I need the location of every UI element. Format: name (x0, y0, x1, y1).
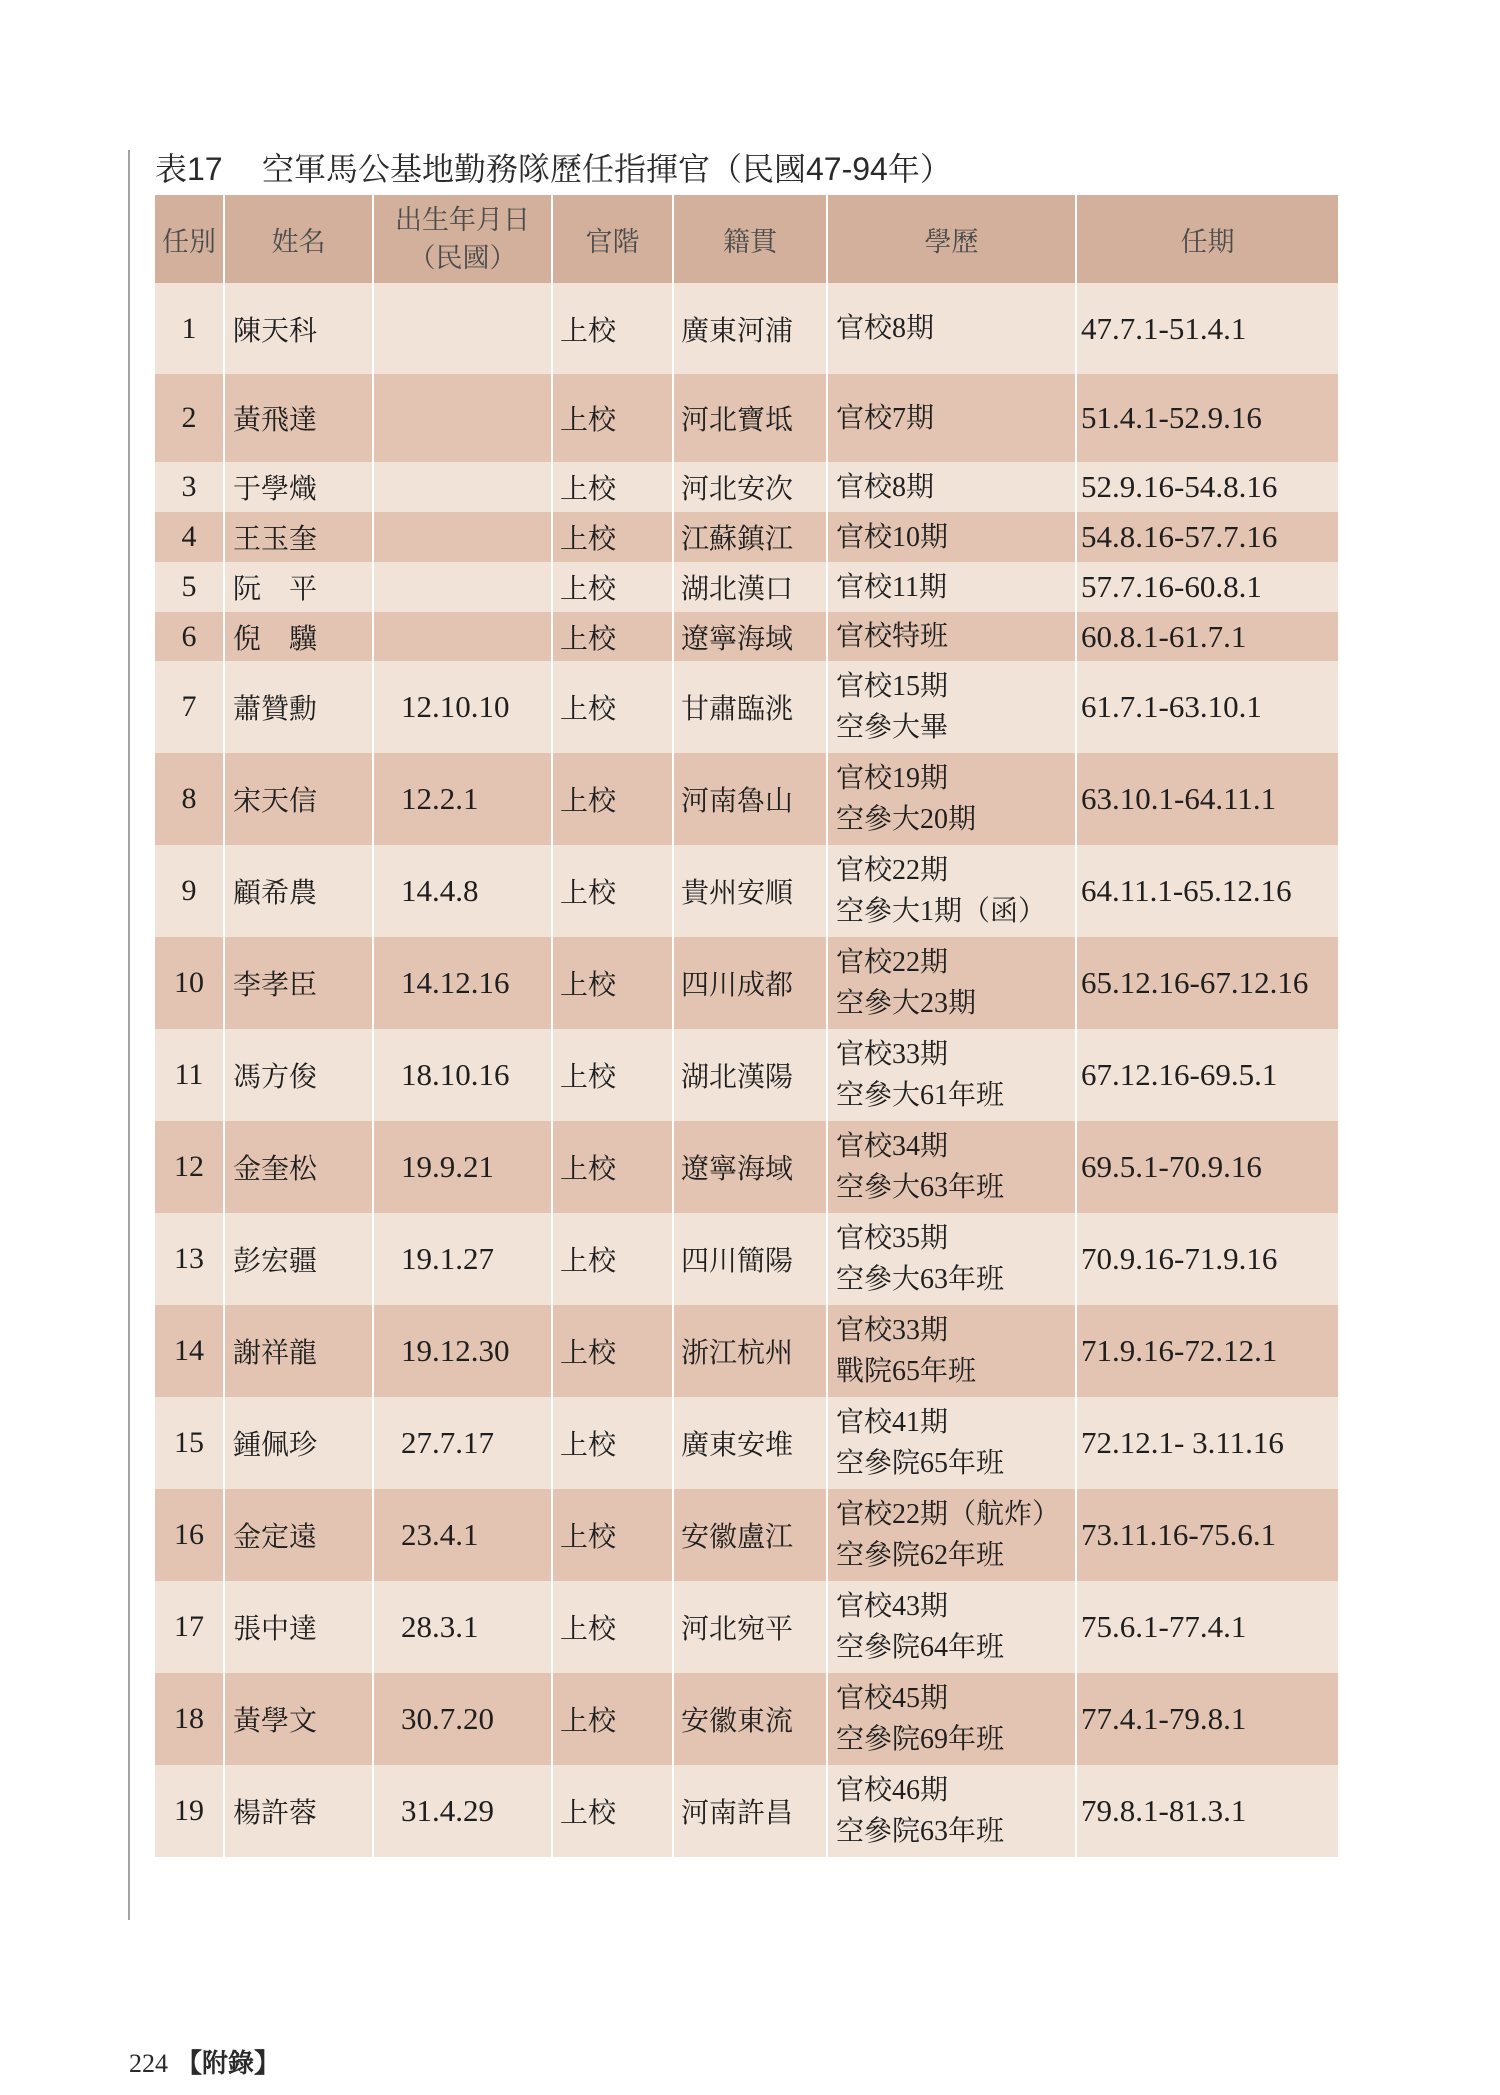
cell-education (826, 1029, 1075, 1121)
education-line: 官校8期 (836, 313, 935, 344)
cell-rank: 上校 (551, 1397, 672, 1489)
cell-rank: 上校 (551, 462, 672, 512)
cell-term: 54.8.16-57.7.16 (1075, 512, 1338, 562)
education-line: 官校11期 (836, 571, 947, 603)
cell-term: 79.8.1-81.3.1 (1075, 1765, 1338, 1857)
cell-native-place: 湖北漢陽 (672, 1029, 826, 1121)
table-row (155, 283, 1338, 374)
education-line: 官校41期 (836, 1407, 949, 1438)
cell-name: 張中達 (223, 1581, 372, 1673)
cell-birth-date (372, 374, 551, 462)
cell-index: 15 (174, 1426, 204, 1459)
cell-education (826, 1397, 1075, 1489)
education-line: 官校34期 (836, 1131, 949, 1162)
cell-native-place: 河南許昌 (672, 1765, 826, 1857)
cell-native-place: 甘肅臨洮 (672, 661, 826, 753)
education-line: 官校22期 (836, 855, 949, 886)
table-row (155, 753, 1338, 845)
cell-index: 16 (174, 1518, 204, 1551)
cell-native-place: 廣東河浦 (672, 283, 826, 374)
cell-name: 楊許蓉 (223, 1765, 372, 1857)
education-line: 空參院63年班 (836, 1816, 1005, 1847)
table-title-text: 空軍馬公基地勤務隊歷任指揮官（民國47-94年） (262, 151, 952, 187)
cell-term: 65.12.16-67.12.16 (1075, 937, 1338, 1029)
cell-education (826, 1581, 1075, 1673)
education-line: 官校特班 (836, 621, 949, 652)
cell-birth-date: 30.7.20 (372, 1673, 551, 1765)
section-label: 【附錄】 (176, 2049, 281, 2078)
cell-rank: 上校 (551, 1029, 672, 1121)
education-line: 空參大63年班 (836, 1172, 1005, 1203)
cell-rank: 上校 (551, 661, 672, 753)
cell-term: 69.5.1-70.9.16 (1075, 1121, 1338, 1213)
page-footer (129, 2046, 280, 2082)
cell-name: 黃飛達 (223, 374, 372, 462)
cell-native-place: 河北安次 (672, 462, 826, 512)
cell-name: 金奎松 (223, 1121, 372, 1213)
cell-term: 73.11.16-75.6.1 (1075, 1489, 1338, 1581)
table-row (155, 661, 1338, 753)
table-row (155, 1121, 1338, 1213)
table-row (155, 562, 1338, 612)
cell-education (826, 753, 1075, 845)
cell-name: 顧希農 (223, 845, 372, 937)
table-row (155, 845, 1338, 937)
header-name: 姓名 (223, 195, 372, 283)
cell-education (826, 462, 1075, 512)
cell-education (826, 562, 1075, 612)
cell-education (826, 1305, 1075, 1397)
cell-native-place: 廣東安堆 (672, 1397, 826, 1489)
header-birth (372, 195, 551, 283)
cell-rank: 上校 (551, 753, 672, 845)
cell-native-place: 河北寶坻 (672, 374, 826, 462)
cell-name: 謝祥龍 (223, 1305, 372, 1397)
cell-education (826, 937, 1075, 1029)
education-line: 官校22期（航炸） (836, 1499, 1061, 1530)
table-row (155, 1765, 1338, 1857)
cell-birth-date: 19.9.21 (372, 1121, 551, 1213)
table-row (155, 374, 1338, 462)
cell-rank: 上校 (551, 1673, 672, 1765)
cell-rank: 上校 (551, 1121, 672, 1213)
table-row (155, 1397, 1338, 1489)
table-row (155, 462, 1338, 512)
cell-birth-date (372, 512, 551, 562)
education-line: 官校22期 (836, 947, 949, 978)
table-row (155, 1305, 1338, 1397)
cell-term: 47.7.1-51.4.1 (1075, 283, 1338, 374)
cell-native-place: 安徽東流 (672, 1673, 826, 1765)
education-line: 空參大20期 (836, 804, 977, 835)
education-line: 官校7期 (836, 402, 935, 434)
cell-birth-date: 14.12.16 (372, 937, 551, 1029)
cell-birth-date: 19.1.27 (372, 1213, 551, 1305)
header-birth-line1: 出生年月日 (395, 205, 530, 235)
cell-index: 10 (174, 966, 204, 999)
cell-name: 李孝臣 (223, 937, 372, 1029)
cell-name: 黃學文 (223, 1673, 372, 1765)
education-line: 官校33期 (836, 1039, 949, 1070)
cell-rank: 上校 (551, 283, 672, 374)
cell-term: 57.7.16-60.8.1 (1075, 562, 1338, 612)
table-row (155, 1029, 1338, 1121)
cell-rank: 上校 (551, 512, 672, 562)
cell-term: 64.11.1-65.12.16 (1075, 845, 1338, 937)
cell-term: 72.12.1- 3.11.16 (1075, 1397, 1338, 1489)
education-line: 官校45期 (836, 1683, 949, 1714)
cell-name: 陳天科 (223, 283, 372, 374)
education-line: 空參院64年班 (836, 1632, 1005, 1663)
education-line: 官校35期 (836, 1223, 949, 1254)
education-line: 官校43期 (836, 1591, 949, 1622)
cell-index: 8 (181, 782, 197, 815)
cell-native-place: 河南魯山 (672, 753, 826, 845)
cell-rank: 上校 (551, 845, 672, 937)
cell-rank: 上校 (551, 937, 672, 1029)
cell-birth-date: 27.7.17 (372, 1397, 551, 1489)
cell-birth-date (372, 562, 551, 612)
education-line: 空參大23期 (836, 988, 977, 1019)
cell-rank: 上校 (551, 374, 672, 462)
table-row (155, 937, 1338, 1029)
table-title (155, 148, 952, 190)
cell-birth-date: 23.4.1 (372, 1489, 551, 1581)
cell-term: 61.7.1-63.10.1 (1075, 661, 1338, 753)
cell-birth-date (372, 612, 551, 661)
table-number: 表17 (155, 151, 223, 187)
cell-term: 71.9.16-72.12.1 (1075, 1305, 1338, 1397)
page-number: 224 (129, 2049, 168, 2078)
cell-education (826, 1765, 1075, 1857)
cell-name: 馮方俊 (223, 1029, 372, 1121)
cell-birth-date: 12.10.10 (372, 661, 551, 753)
table-row (155, 1673, 1338, 1765)
table-row (155, 1213, 1338, 1305)
cell-name: 阮 平 (223, 562, 372, 612)
cell-term: 77.4.1-79.8.1 (1075, 1673, 1338, 1765)
cell-term: 67.12.16-69.5.1 (1075, 1029, 1338, 1121)
cell-index: 13 (174, 1242, 204, 1275)
cell-name: 于學熾 (223, 462, 372, 512)
cell-education (826, 845, 1075, 937)
cell-index: 11 (174, 1058, 204, 1091)
cell-education (826, 612, 1075, 661)
cell-native-place: 湖北漢口 (672, 562, 826, 612)
header-birth-line2: （民國） (408, 243, 517, 273)
cell-native-place: 遼寧海域 (672, 1121, 826, 1213)
cell-birth-date (372, 462, 551, 512)
commanders-table (155, 195, 1338, 1857)
cell-rank: 上校 (551, 612, 672, 661)
cell-rank: 上校 (551, 562, 672, 612)
cell-native-place: 貴州安順 (672, 845, 826, 937)
education-line: 空參大63年班 (836, 1264, 1005, 1295)
header-education: 學歷 (826, 195, 1075, 283)
cell-birth-date: 12.2.1 (372, 753, 551, 845)
cell-term: 70.9.16-71.9.16 (1075, 1213, 1338, 1305)
header-index: 任別 (162, 226, 216, 257)
cell-rank: 上校 (551, 1765, 672, 1857)
cell-index: 6 (181, 619, 197, 653)
header-rank: 官階 (551, 195, 672, 283)
education-line: 空參大1期（函） (836, 896, 1047, 927)
cell-education (826, 1213, 1075, 1305)
cell-native-place: 遼寧海域 (672, 612, 826, 661)
cell-term: 75.6.1-77.4.1 (1075, 1581, 1338, 1673)
header-term: 任期 (1075, 195, 1338, 283)
cell-education (826, 1489, 1075, 1581)
cell-name: 金定遠 (223, 1489, 372, 1581)
cell-name: 倪 驥 (223, 612, 372, 661)
table-row (155, 1581, 1338, 1673)
table-row (155, 612, 1338, 661)
cell-education (826, 661, 1075, 753)
cell-index: 2 (181, 401, 197, 434)
cell-index: 3 (181, 470, 197, 503)
cell-index: 4 (181, 520, 197, 553)
cell-term: 60.8.1-61.7.1 (1075, 612, 1338, 661)
table-body (155, 283, 1338, 1857)
cell-native-place: 河北宛平 (672, 1581, 826, 1673)
cell-name: 王玉奎 (223, 512, 372, 562)
margin-rule (128, 150, 130, 1920)
cell-index: 5 (181, 570, 197, 603)
education-line: 官校19期 (836, 763, 949, 794)
cell-name: 宋天信 (223, 753, 372, 845)
cell-education (826, 283, 1075, 374)
cell-education (826, 1673, 1075, 1765)
cell-birth-date (372, 283, 551, 374)
cell-rank: 上校 (551, 1213, 672, 1305)
cell-education (826, 512, 1075, 562)
education-line: 官校33期 (836, 1315, 949, 1346)
cell-rank: 上校 (551, 1581, 672, 1673)
cell-education (826, 374, 1075, 462)
header-native: 籍貫 (672, 195, 826, 283)
cell-index: 1 (181, 311, 197, 345)
cell-index: 17 (174, 1610, 204, 1643)
cell-index: 14 (174, 1334, 204, 1367)
cell-native-place: 四川成都 (672, 937, 826, 1029)
cell-name: 彭宏疆 (223, 1213, 372, 1305)
table-row (155, 1489, 1338, 1581)
cell-index: 9 (181, 874, 197, 907)
education-line: 官校46期 (836, 1775, 949, 1806)
cell-term: 51.4.1-52.9.16 (1075, 374, 1338, 462)
cell-index: 18 (174, 1702, 204, 1735)
cell-term: 63.10.1-64.11.1 (1075, 753, 1338, 845)
table-row (155, 512, 1338, 562)
cell-index: 19 (174, 1794, 204, 1827)
cell-name: 蕭贊勳 (223, 661, 372, 753)
cell-rank: 上校 (551, 1305, 672, 1397)
cell-birth-date: 14.4.8 (372, 845, 551, 937)
cell-birth-date: 28.3.1 (372, 1581, 551, 1673)
cell-rank: 上校 (551, 1489, 672, 1581)
education-line: 空參院62年班 (836, 1540, 1005, 1571)
education-line: 官校15期 (836, 671, 949, 702)
education-line: 空參大畢 (836, 712, 949, 743)
cell-native-place: 四川簡陽 (672, 1213, 826, 1305)
table-header-row (155, 195, 1338, 283)
education-line: 空參院69年班 (836, 1724, 1005, 1755)
education-line: 官校10期 (836, 521, 949, 553)
cell-index: 12 (174, 1150, 204, 1183)
cell-name: 鍾佩珍 (223, 1397, 372, 1489)
cell-native-place: 浙江杭州 (672, 1305, 826, 1397)
cell-native-place: 江蘇鎮江 (672, 512, 826, 562)
cell-education (826, 1121, 1075, 1213)
education-line: 空參院65年班 (836, 1448, 1005, 1479)
cell-birth-date: 19.12.30 (372, 1305, 551, 1397)
education-line: 戰院65年班 (836, 1356, 977, 1387)
cell-birth-date: 31.4.29 (372, 1765, 551, 1857)
cell-native-place: 安徽盧江 (672, 1489, 826, 1581)
cell-birth-date: 18.10.16 (372, 1029, 551, 1121)
cell-index: 7 (181, 690, 197, 723)
education-line: 官校8期 (836, 471, 935, 503)
education-line: 空參大61年班 (836, 1080, 1005, 1111)
cell-term: 52.9.16-54.8.16 (1075, 462, 1338, 512)
